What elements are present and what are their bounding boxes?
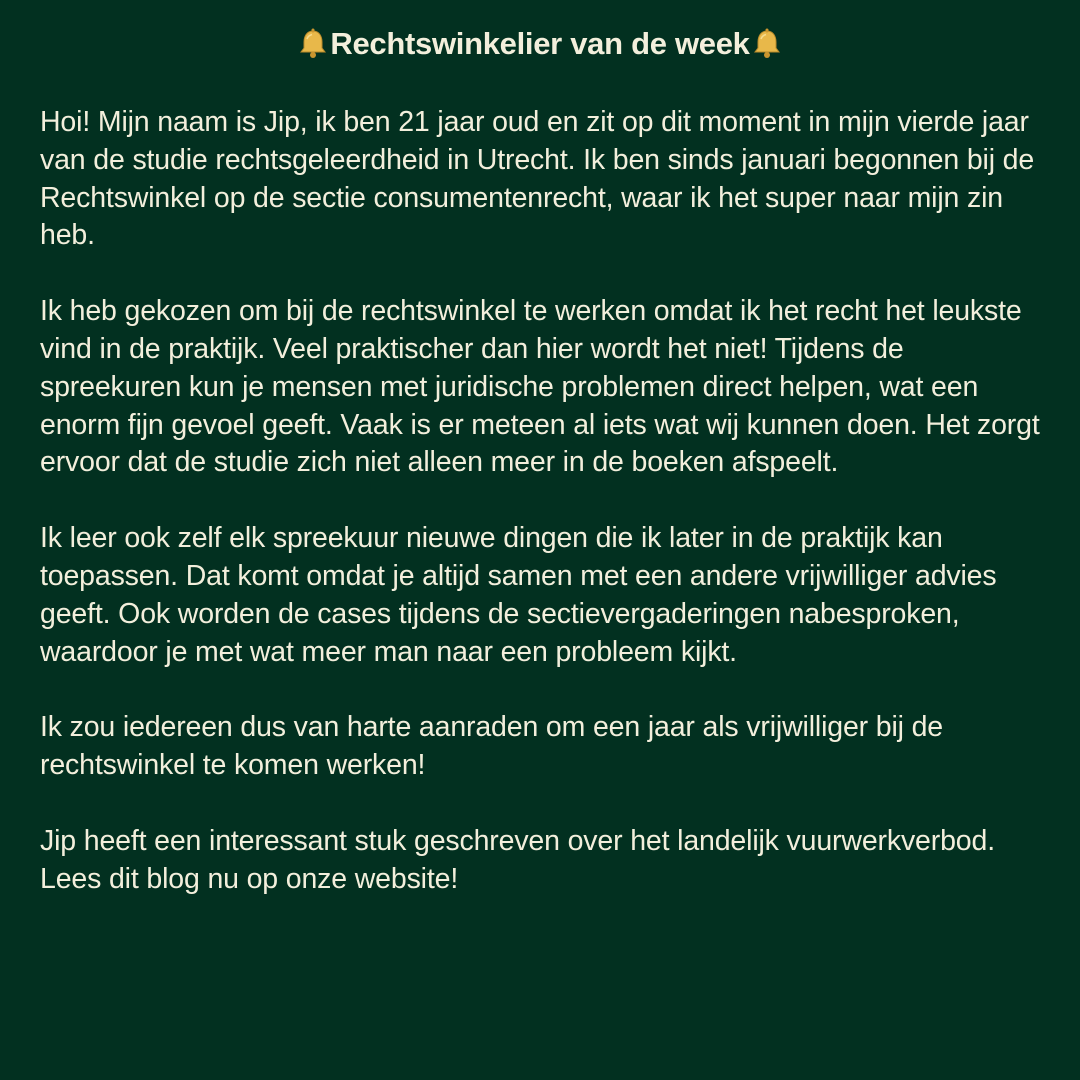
bell-icon (750, 27, 784, 61)
post-title: Rechtswinkelier van de week (330, 26, 750, 61)
paragraph-motivation: Ik heb gekozen om bij de rechtswinkel te werken omdat ik het recht het leukste vind in de praktijk. Veel praktischer dan hier wordt het niet! Tijdens de spreekuren kun je mensen met juridische problemen direct helpen, wat een enorm fijn gevoel geeft. Vaak is er meteen al iets wat wij kunnen doen. Het zorgt ervoor dat de studie zich niet alleen meer in de boeken afspeelt. (40, 295, 1040, 479)
paragraph-blog-callout: Jip heeft een interessant stuk geschreven over het landelijk vuurwerkverbod. Lees dit blog nu op onze website! (40, 824, 995, 895)
post-card (40, 22, 1050, 937)
title-row (30, 22, 1050, 66)
post-body (40, 104, 1050, 899)
bell-icon (296, 27, 330, 61)
paragraph-recommendation: Ik zou iedereen dus van harte aanraden om een jaar als vrijwilliger bij de rechtswinkel te komen werken! (40, 711, 944, 782)
paragraph-learning: Ik leer ook zelf elk spreekuur nieuwe dingen die ik later in de praktijk kan toepassen. Dat komt omdat je altijd samen met een andere vrijwilliger advies geeft. Ook worden de cases tijdens de sectievergaderingen nabesproken, waardoor je met wat meer man naar een probleem kijkt. (40, 522, 997, 668)
paragraph-intro: Hoi! Mijn naam is Jip, ik ben 21 jaar oud en zit op dit moment in mijn vierde jaar van de studie rechtsgeleerdheid in Utrecht. Ik ben sinds januari begonnen bij de Rechtswinkel op de sectie consumentenrecht, waar ik het super naar mijn zin heb. (40, 106, 1035, 252)
